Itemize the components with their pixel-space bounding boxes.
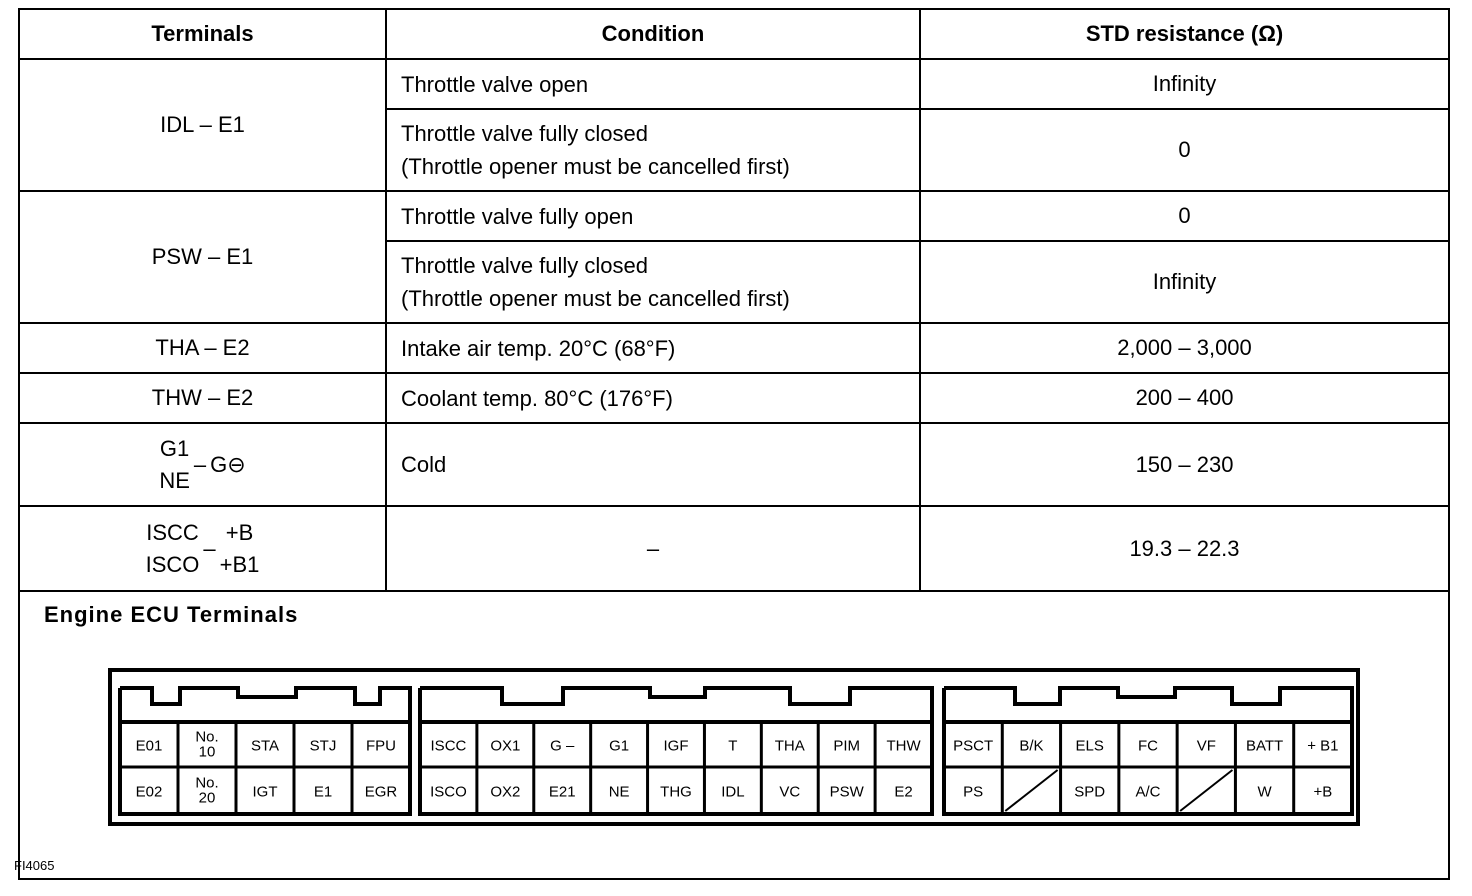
resistance-cell: 2,000 – 3,000: [920, 323, 1448, 373]
resistance-cell: 0: [920, 109, 1448, 191]
terminal-label: FC: [1138, 737, 1158, 755]
terminal-label: W: [1257, 783, 1272, 801]
terminal-g-minus: G⊖: [210, 451, 246, 477]
terminal-label: THW: [886, 737, 921, 755]
header-std-resistance: STD resistance (Ω): [920, 10, 1448, 59]
condition-note: (Throttle opener must be cancelled first): [401, 286, 790, 311]
terminal-plus-b1: +B1: [219, 551, 260, 577]
terminal-iscc: ISCC: [146, 519, 199, 545]
empty-terminal-slash: [1180, 770, 1232, 811]
terminal-label: PSW: [829, 783, 864, 801]
condition-cell: Throttle valve open: [386, 59, 920, 109]
terminal-label: NE: [608, 783, 630, 801]
terminal-label: ISCO: [430, 783, 467, 801]
resistance-cell: Infinity: [920, 241, 1448, 323]
condition-line: Throttle valve fully closed: [401, 121, 648, 146]
resistance-cell: 150 – 230: [920, 423, 1448, 506]
condition-line: Throttle valve fully closed: [401, 253, 648, 278]
terminal-label: IGF: [663, 737, 689, 755]
terminal-label: No. 20: [195, 774, 219, 807]
terminal-ne: NE: [159, 467, 190, 493]
terminal-plus-b: +B: [225, 519, 254, 545]
terminal-label: ELS: [1075, 737, 1104, 755]
terminal-label: VF: [1196, 737, 1216, 755]
resistance-cell: 19.3 – 22.3: [920, 506, 1448, 591]
terminal-label: PSCT: [953, 737, 994, 755]
terminals-cell: THW – E2: [20, 373, 386, 423]
terminals-cell: IDL – E1: [20, 59, 386, 191]
condition-cell: –: [386, 506, 920, 591]
terminal-label: ISCC: [430, 737, 467, 755]
terminals-cell: THA – E2: [20, 323, 386, 373]
terminal-g1: G1: [159, 435, 190, 461]
dash: –: [193, 451, 207, 477]
terminal-label: THG: [660, 783, 692, 801]
terminal-label: E01: [135, 737, 163, 755]
ecu-terminals-title: Engine ECU Terminals: [44, 602, 299, 627]
terminal-label: STA: [250, 737, 280, 755]
terminal-label: +B: [1313, 783, 1333, 801]
terminal-label: E2: [894, 783, 913, 801]
condition-cell: Coolant temp. 80°C (176°F): [386, 373, 920, 423]
condition-cell: Throttle valve fully open: [386, 191, 920, 241]
header-terminals: Terminals: [20, 10, 386, 59]
terminal-label: IGT: [252, 783, 278, 801]
terminal-label: VC: [779, 783, 801, 801]
resistance-cell: 200 – 400: [920, 373, 1448, 423]
terminal-label: E1: [313, 783, 333, 801]
terminal-label: + B1: [1307, 737, 1339, 755]
terminal-label: FPU: [366, 737, 396, 755]
terminal-label: IDL: [721, 783, 745, 801]
terminal-label: STJ: [309, 737, 337, 755]
terminal-label: PIM: [833, 737, 861, 755]
terminal-label: EGR: [364, 783, 398, 801]
terminal-label: A/C: [1135, 783, 1161, 801]
terminals-cell: PSW – E1: [20, 191, 386, 323]
terminal-label: E21: [548, 783, 576, 801]
terminal-label: T: [728, 737, 738, 755]
resistance-cell: Infinity: [920, 59, 1448, 109]
terminal-label: THA: [774, 737, 805, 755]
terminal-label: No. 10: [195, 728, 219, 761]
condition-cell: Intake air temp. 20°C (68°F): [386, 323, 920, 373]
terminal-label: SPD: [1074, 783, 1106, 801]
resistance-cell: 0: [920, 191, 1448, 241]
dash: –: [203, 535, 216, 561]
header-condition: Condition: [386, 10, 920, 59]
terminal-label: G –: [550, 737, 575, 755]
condition-note: (Throttle opener must be cancelled first): [401, 154, 790, 179]
terminal-label: BATT: [1245, 737, 1284, 755]
terminal-label: E02: [135, 783, 163, 801]
figure-id: FI4065: [14, 858, 55, 873]
terminal-label: OX2: [490, 783, 521, 801]
terminal-isco: ISCO: [145, 551, 200, 577]
terminal-label: PS: [963, 783, 984, 801]
terminal-label: G1: [609, 737, 630, 755]
empty-terminal-slash: [1005, 770, 1057, 811]
condition-cell: Cold: [386, 423, 920, 506]
terminal-label: OX1: [490, 737, 521, 755]
terminal-label: B/K: [1019, 737, 1044, 755]
